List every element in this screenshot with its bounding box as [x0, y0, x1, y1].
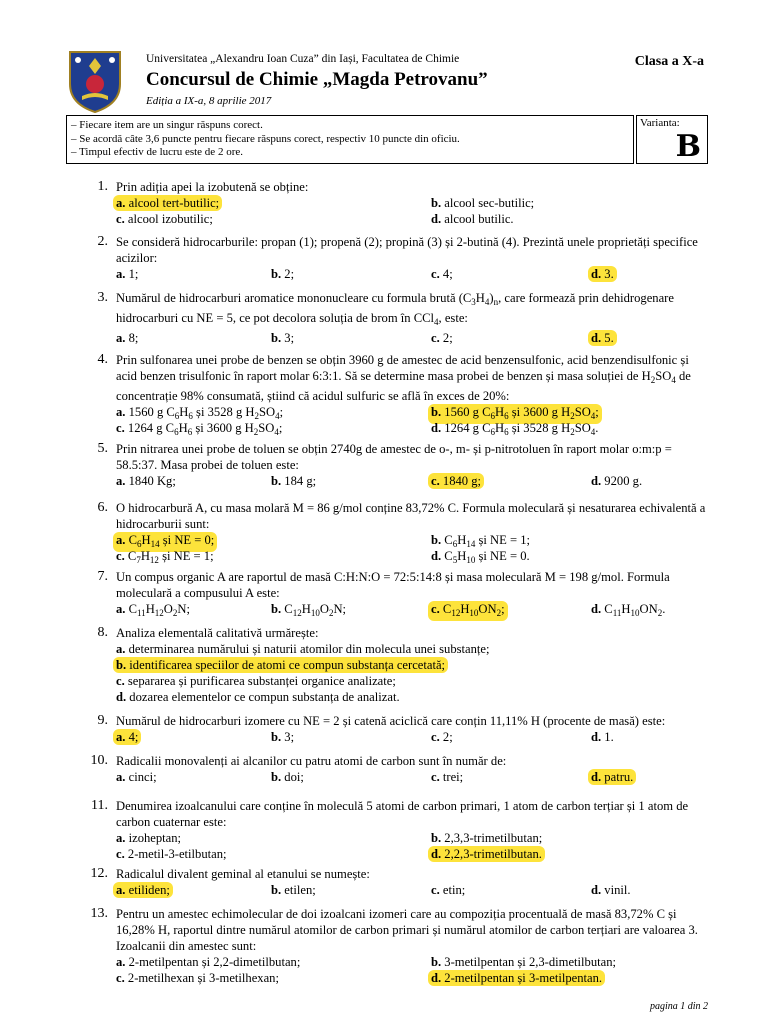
options-row — [116, 882, 710, 898]
option-letter: d. — [431, 971, 442, 985]
option-text: $C_7H_{12}$ și NE = 1; — [124, 549, 214, 565]
option-letter: b. — [271, 602, 282, 616]
option-text: 2-metilpentan și 3-metilpentan. — [441, 971, 603, 985]
question-text: Prin adiția apei la izobutenă se obține: — [116, 180, 309, 194]
question-number: 10. — [90, 753, 108, 768]
option-text: doi; — [281, 770, 304, 784]
option-text: trei; — [439, 770, 464, 784]
option-c[interactable] — [116, 846, 227, 862]
option-d-highlighted[interactable] — [588, 266, 617, 282]
option-text: alcool butilic. — [441, 212, 514, 226]
options-row — [116, 729, 710, 745]
options-row — [116, 673, 710, 689]
option-text: 2,2,3-trimetilbutan. — [441, 847, 542, 861]
option-a-highlighted[interactable] — [113, 882, 173, 898]
university-name: Universitatea „Alexandru Ioan Cuza” din Iași, Facultatea de Chimie — [146, 53, 460, 65]
options-row — [116, 689, 710, 705]
question-text: Prin nitrarea unei probe de toluen se obțin 2740g de amestec de o-, m- și p-nitrotoluen în raport molar o:m:p = 58.5:37. Masa probei de toluen este: — [116, 442, 672, 472]
option-a[interactable] — [116, 473, 176, 489]
instructions-box — [66, 115, 634, 164]
option-letter: c. — [431, 331, 440, 345]
question-text: O hidrocarbură A, cu masa molară M = 86 g/mol conține 83,72% C. Formula moleculară și nesaturarea echivalentă a hidrocarburii sunt: — [116, 501, 706, 531]
option-text: 8; — [125, 331, 139, 345]
option-text: 3. — [601, 267, 614, 281]
question-number: 6. — [97, 500, 108, 515]
option-c-highlighted[interactable] — [428, 601, 508, 621]
option-text: determinarea numărului și naturii atomilor din molecula unei substanțe; — [125, 642, 490, 656]
option-text: etilen; — [281, 883, 316, 897]
option-letter: b. — [431, 405, 442, 419]
option-letter: a. — [116, 405, 126, 419]
options-row — [116, 404, 710, 420]
question-1 — [82, 179, 710, 227]
option-letter: b. — [116, 658, 127, 672]
option-text: 2-metil-3-etilbutan; — [124, 847, 227, 861]
option-letter: b. — [271, 730, 282, 744]
question-text: Prin sulfonarea unei probe de benzen se obțin 3960 g de amestec de acid benzensulfonic, acid benzendisulfonic și acid benzen trisulfonic în raport molar 6:3:1. Să se determine masa probei de benzen și masa soluției de $H_2SO_4$ de concentrație 98% consumată, știind că acidul sulfuric se află în exces de 20%: — [116, 353, 691, 403]
variant-letter: B — [675, 129, 701, 164]
question-text: Analiza elementală calitativă urmărește: — [116, 626, 319, 640]
question-text: Un compus organic A are raportul de masă C:H:N:O = 72:5:14:8 și masa moleculară M = 198 g/mol. Formula moleculară a compusului A este: — [116, 570, 670, 600]
option-letter: d. — [591, 331, 602, 345]
option-text: 2; — [439, 331, 453, 345]
option-b-highlighted[interactable] — [113, 657, 448, 673]
variant-box — [636, 115, 708, 164]
question-number: 13. — [90, 906, 108, 921]
instruction-line: – Fiecare item are un singur răspuns corect. — [71, 119, 263, 131]
question-text: Radicalul divalent geminal al etanului se numește: — [116, 867, 370, 881]
option-letter: c. — [431, 474, 440, 488]
option-letter: a. — [116, 331, 126, 345]
option-b[interactable] — [271, 601, 346, 621]
option-text: 1840 g; — [439, 474, 482, 488]
option-c[interactable] — [116, 211, 213, 227]
option-text: $C_{11}H_{10}ON_2$. — [601, 602, 666, 618]
options-row — [116, 954, 710, 970]
option-text: 1264 g $C_6H_6$ și 3528 g $H_2SO_4$. — [441, 421, 599, 437]
option-d-highlighted[interactable] — [588, 330, 617, 346]
option-d[interactable] — [431, 211, 514, 227]
option-d[interactable] — [431, 548, 530, 568]
options-row — [116, 657, 710, 673]
options-row — [116, 420, 710, 436]
option-text: $C_{11}H_{12}O_2N$; — [125, 602, 190, 618]
question-text: Se consideră hidrocarburile: propan (1); propenă (2); propină (3) și 2-butină (4). Prezintă unele proprietăți specifice acizilor: — [116, 235, 698, 265]
option-text: 3-metilpentan și 2,3-dimetilbutan; — [441, 955, 617, 969]
option-letter: d. — [591, 474, 602, 488]
option-c-highlighted[interactable] — [428, 473, 484, 489]
option-b[interactable] — [271, 473, 316, 489]
option-letter: a. — [116, 642, 126, 656]
question-3 — [82, 290, 710, 346]
question-11 — [82, 798, 710, 862]
options-row — [116, 769, 710, 785]
option-a[interactable] — [116, 954, 300, 970]
question-12 — [82, 866, 710, 898]
option-text: 4; — [439, 267, 453, 281]
option-text: 3; — [281, 331, 295, 345]
option-c[interactable] — [431, 330, 453, 346]
option-text: cinci; — [125, 770, 157, 784]
option-letter: b. — [271, 770, 282, 784]
option-b[interactable] — [271, 882, 316, 898]
options-row — [116, 473, 710, 489]
option-c[interactable] — [431, 266, 453, 282]
question-6 — [82, 500, 710, 564]
option-text: dozarea elementelor ce compun substanța de analizat. — [126, 690, 400, 704]
option-letter: c. — [116, 971, 125, 985]
option-text: $C_{12}H_{10}O_2N$; — [281, 602, 347, 618]
option-text: 3; — [281, 730, 295, 744]
option-letter: d. — [591, 770, 602, 784]
option-d[interactable] — [116, 689, 400, 705]
option-letter: a. — [116, 770, 126, 784]
option-b[interactable] — [431, 954, 616, 970]
option-text: $C_5H_{10}$ și NE = 0. — [441, 549, 530, 565]
option-letter: b. — [271, 883, 282, 897]
question-2 — [82, 234, 710, 282]
options-row — [116, 532, 710, 548]
options-row — [116, 846, 710, 862]
option-letter: a. — [116, 602, 126, 616]
option-c[interactable] — [116, 548, 214, 568]
option-letter: c. — [431, 883, 440, 897]
option-d-highlighted[interactable] — [588, 769, 636, 785]
option-letter: c. — [431, 267, 440, 281]
option-text: 5. — [601, 331, 614, 345]
question-number: 9. — [97, 713, 108, 728]
question-4 — [82, 352, 710, 436]
option-c[interactable] — [116, 420, 282, 440]
options-row — [116, 548, 710, 564]
options-row — [116, 830, 710, 846]
options-row — [116, 266, 710, 282]
option-text: 2-metilpentan și 2,2-dimetilbutan; — [125, 955, 301, 969]
option-letter: d. — [431, 549, 442, 563]
option-letter: c. — [431, 730, 440, 744]
question-text: Denumirea izoalcanului care conține în moleculă 5 atomi de carbon primari, 1 atom de carbon terțiar și 1 atom de carbon cuaternar este: — [116, 799, 689, 829]
question-text: Numărul de hidrocarburi izomere cu NE = 2 și catenă aciclică care conțin 11,11% H (procente de masă) este: — [116, 714, 666, 728]
question-text: Numărul de hidrocarburi aromatice mononucleare cu formula brută $(C_3H_4)_n$, care formează prin dehidrogenare hidrocarburi cu NE = 5, ce pot decolora soluția de brom în CCl$_4$, este: — [116, 291, 674, 327]
option-b[interactable] — [271, 266, 294, 282]
option-text: 2; — [281, 267, 295, 281]
option-text: 9200 g. — [601, 474, 643, 488]
option-a-highlighted[interactable] — [113, 195, 222, 211]
option-letter: a. — [116, 883, 126, 897]
option-text: alcool sec-butilic; — [441, 196, 535, 210]
option-a[interactable] — [116, 830, 181, 846]
option-letter: b. — [431, 955, 442, 969]
options-row — [116, 195, 710, 211]
class-label: Clasa a X-a — [634, 54, 704, 69]
option-letter: c. — [116, 212, 125, 226]
option-b[interactable] — [271, 769, 304, 785]
option-letter: d. — [591, 602, 602, 616]
question-13 — [82, 906, 710, 986]
option-letter: d. — [591, 267, 602, 281]
option-text: 1. — [601, 730, 614, 744]
option-d[interactable] — [591, 729, 614, 745]
option-text: $C_6H_{14}$ și NE = 0; — [125, 533, 215, 549]
option-d[interactable] — [591, 882, 631, 898]
option-c[interactable] — [431, 769, 463, 785]
question-5 — [82, 441, 710, 489]
option-text: 4; — [125, 730, 139, 744]
option-text: alcool tert-butilic; — [125, 196, 220, 210]
option-text: vinil. — [601, 883, 631, 897]
option-letter: a. — [116, 533, 126, 547]
option-letter: d. — [431, 847, 442, 861]
option-d[interactable] — [591, 473, 642, 489]
option-c[interactable] — [431, 729, 453, 745]
option-b[interactable] — [271, 330, 294, 346]
question-7 — [82, 569, 710, 617]
option-text: separarea și purificarea substanței organice analizate; — [124, 674, 396, 688]
option-text: etin; — [439, 883, 466, 897]
option-letter: d. — [116, 690, 127, 704]
option-text: identificarea speciilor de atomi ce compun substanța cercetată; — [126, 658, 446, 672]
option-c[interactable] — [116, 970, 279, 986]
options-row — [116, 330, 710, 346]
option-letter: c. — [431, 602, 440, 616]
option-letter: d. — [431, 212, 442, 226]
option-text: $C_{12}H_{10}ON_2$; — [439, 602, 505, 618]
option-letter: b. — [431, 196, 442, 210]
option-letter: b. — [271, 267, 282, 281]
option-text: izoheptan; — [125, 831, 182, 845]
instruction-line: – Timpul efectiv de lucru este de 2 ore. — [71, 146, 243, 158]
option-text: 2,3,3-trimetilbutan; — [441, 831, 543, 845]
option-c[interactable] — [116, 673, 396, 689]
option-text: 184 g; — [281, 474, 317, 488]
option-text: 2; — [439, 730, 453, 744]
option-c[interactable] — [431, 882, 465, 898]
option-text: patru. — [601, 770, 634, 784]
question-8 — [82, 625, 710, 705]
option-letter: c. — [116, 847, 125, 861]
options-row — [116, 970, 710, 986]
edition-info: Ediția a IX-a, 8 aprilie 2017 — [146, 95, 272, 107]
option-b[interactable] — [431, 195, 534, 211]
question-number: 7. — [97, 569, 108, 584]
option-letter: b. — [271, 331, 282, 345]
question-text: Radicalii monovalenți ai alcanilor cu patru atomi de carbon sunt în număr de: — [116, 754, 507, 768]
options-row — [116, 211, 710, 227]
option-a[interactable] — [116, 266, 138, 282]
question-number: 5. — [97, 441, 108, 456]
question-number: 1. — [97, 179, 108, 194]
question-number: 11. — [91, 798, 108, 813]
option-text: 1560 g $C_6H_6$ și 3528 g $H_2SO_4$; — [125, 405, 284, 421]
option-letter: c. — [431, 770, 440, 784]
option-letter: a. — [116, 196, 126, 210]
option-text: 1840 Kg; — [125, 474, 176, 488]
option-d-highlighted[interactable] — [428, 970, 605, 986]
option-letter: b. — [431, 831, 442, 845]
option-b[interactable] — [271, 729, 294, 745]
option-letter: d. — [591, 883, 602, 897]
question-number: 12. — [90, 866, 108, 881]
option-letter: d. — [431, 421, 442, 435]
option-letter: b. — [271, 474, 282, 488]
option-d[interactable] — [431, 420, 598, 440]
option-letter: c. — [116, 674, 125, 688]
question-text: Pentru un amestec echimolecular de doi izoalcani izomeri care au compoziția procentuală de masă 83,72% C și 16,28% H, raportul dintre numărul atomilor de carbon primari și numărul atomilor de carbon terțiari are valoarea 3. Izoalcanii din amestec sunt: — [116, 907, 698, 953]
option-text: 1560 g $C_6H_6$ și 3600 g $H_2SO_4$; — [441, 405, 599, 421]
option-text: 1; — [125, 267, 139, 281]
option-letter: b. — [431, 533, 442, 547]
page-footer: pagina 1 din 2 — [649, 1001, 708, 1012]
question-number: 3. — [97, 290, 108, 305]
instruction-line: – Se acordă câte 3,6 puncte pentru fiecare răspuns corect, respectiv 10 puncte din oficiu. — [71, 132, 460, 145]
option-d[interactable] — [591, 601, 665, 621]
contest-title: Concursul de Chimie „Magda Petrovanu” — [146, 69, 488, 90]
options-row — [116, 601, 710, 617]
option-letter: a. — [116, 831, 126, 845]
question-number: 4. — [97, 352, 108, 367]
option-letter: c. — [116, 421, 125, 435]
variant-label: Varianta: — [640, 117, 680, 129]
option-letter: d. — [591, 730, 602, 744]
option-a[interactable] — [116, 330, 138, 346]
option-a[interactable] — [116, 601, 190, 621]
option-a-highlighted[interactable] — [113, 729, 141, 745]
option-b[interactable] — [431, 830, 542, 846]
options-row — [116, 641, 710, 657]
option-text: etiliden; — [125, 883, 170, 897]
option-a[interactable] — [116, 769, 157, 785]
option-a[interactable] — [116, 641, 490, 657]
option-letter: a. — [116, 730, 126, 744]
page-header — [68, 48, 708, 112]
option-letter: a. — [116, 267, 126, 281]
university-crest-icon — [68, 48, 122, 114]
option-text: 2-metilhexan și 3-metilhexan; — [124, 971, 279, 985]
option-d-highlighted[interactable] — [428, 846, 545, 862]
option-letter: a. — [116, 474, 126, 488]
option-text: 1264 g $C_6H_6$ și 3600 g $H_2SO_4$; — [124, 421, 283, 437]
option-text: alcool izobutilic; — [124, 212, 213, 226]
question-number: 2. — [97, 234, 108, 249]
option-letter: c. — [116, 549, 125, 563]
question-number: 8. — [97, 625, 108, 640]
question-10 — [82, 753, 710, 785]
option-letter: a. — [116, 955, 126, 969]
question-9 — [82, 713, 710, 745]
option-text: $C_6H_{14}$ și NE = 1; — [441, 533, 531, 549]
